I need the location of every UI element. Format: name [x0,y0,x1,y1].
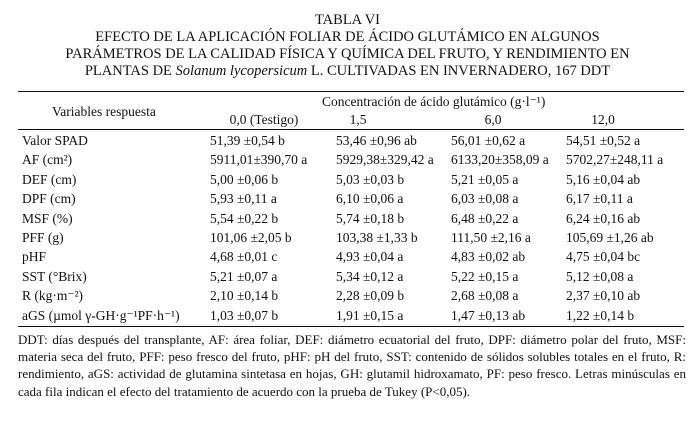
top-rule [18,91,684,92]
table-cell: 2,10 ±0,14 b [210,288,279,304]
table-cell: 101,06 ±2,05 b [210,230,292,245]
table-cell: 5,21 ±0,05 a [451,171,519,187]
table-cell: 5,22 ±0,15 a [451,268,519,284]
row-label: PFF (g) [22,230,64,245]
row-label: AF (cm²) [22,152,73,168]
table-cell: 5,16 ±0,04 ab [566,171,641,187]
table-title-line-2: PARÁMETROS DE LA CALIDAD FÍSICA Y QUÍMICA DEL FRUTO, Y RENDIMIENTO EN [65,46,630,62]
table-cell: 6,03 ±0,08 a [451,191,519,207]
table-number: TABLA VI [314,12,381,28]
group-header: Concentración de ácido glutámico (g·l⁻¹) [322,94,546,109]
column-header: 0,0 (Testigo) [229,112,299,127]
row-label: DPF (cm) [22,191,76,207]
row-label: pHF [22,249,47,265]
table-cell: 103,38 ±1,33 b [336,230,418,245]
table-cell: 6,48 ±0,22 a [451,210,519,226]
table-cell: 1,91 ±0,15 a [336,307,404,323]
table-cell: 4,93 ±0,04 a [336,249,404,265]
table-cell: 5,54 ±0,22 b [210,210,279,226]
table-cell: 5702,27±248,11 a [566,152,664,168]
table-cell: 5,03 ±0,03 b [336,171,405,187]
table-cell: 4,75 ±0,04 bc [566,249,641,265]
table-cell: 53,46 ±0,96 ab [336,133,417,148]
table-cell: 5911,01±390,70 a [210,152,308,168]
table-cell: 2,68 ±0,08 a [451,288,519,304]
table-cell: 54,51 ±0,52 a [566,133,641,148]
row-label: DEF (cm) [22,171,77,187]
table-cell: 2,28 ±0,09 b [336,288,405,304]
table-cell: 1,03 ±0,07 b [210,307,279,323]
bottom-rule [18,326,684,327]
row-label: MSF (%) [22,210,73,226]
table-cell: 105,69 ±1,26 ab [566,230,654,245]
table-footnote: DDT: días después del transplante, AF: área foliar, DEF: diámetro ecuatorial del fruto, DPF: diámetro polar del fruto, MSF: materia seca del fruto, PFF: peso fresco del fruto, pHF: pH del fruto, SST: contenido de sólidos solubles totales en el fruto, R: rendimiento, aGS: actividad de glutamina sintetasa en hojas, GH: glutamil hidroxamato, PF: peso fresco. Letras minúsculas en cada fila indican el efecto del tratamiento de acuerdo con la prueba de Tukey (P<0,05). [18,332,686,399]
row-label: aGS (µmol γ-GH·g⁻¹PF·h⁻¹) [22,307,180,323]
table-cell: 6133,20±358,09 a [451,152,549,168]
table-cell: 5929,38±329,42 a [336,152,434,168]
table-cell: 5,00 ±0,06 b [210,171,279,187]
table-cell: 5,21 ±0,07 a [210,268,278,284]
table-cell: 4,83 ±0,02 ab [451,249,526,265]
table-title-line-1: EFECTO DE LA APLICACIÓN FOLIAR DE ÁCIDO GLUTÁMICO EN ALGUNOS [95,29,600,45]
header-rule [18,129,684,130]
table-cell: 51,39 ±0,54 b [210,133,285,148]
table-cell: 6,24 ±0,16 ab [566,210,641,226]
title-text: L. CULTIVADAS EN INVERNADERO, 167 DDT [307,63,611,79]
table-cell: 56,01 ±0,62 a [451,133,526,148]
table-cell: 6,17 ±0,11 a [566,191,633,207]
row-label: Valor SPAD [22,133,88,148]
table-cell: 5,12 ±0,08 a [566,268,634,284]
table-title-line-3 [0,64,695,80]
title-text: PLANTAS DE [84,63,176,79]
table-cell: 5,93 ±0,11 a [210,191,277,207]
species-name: Solanum lycopersicum [175,63,308,79]
table-cell: 2,37 ±0,10 ab [566,288,641,304]
table-cell: 6,10 ±0,06 a [336,191,404,207]
table-cell: 1,22 ±0,14 b [566,307,635,323]
row-header: Variables respuesta [52,104,156,119]
column-header: 12,0 [591,112,615,127]
table-cell: 4,68 ±0,01 c [210,249,278,265]
table-cell: 111,50 ±2,16 a [451,230,531,245]
table-cell: 1,47 ±0,13 ab [451,307,526,323]
table-cell: 5,34 ±0,12 a [336,268,404,284]
row-label: SST (°Brix) [22,268,87,284]
column-header: 1,5 [349,112,367,127]
row-label: R (kg·m⁻²) [22,288,84,304]
column-header: 6,0 [484,112,502,127]
table-cell: 5,74 ±0,18 b [336,210,405,226]
